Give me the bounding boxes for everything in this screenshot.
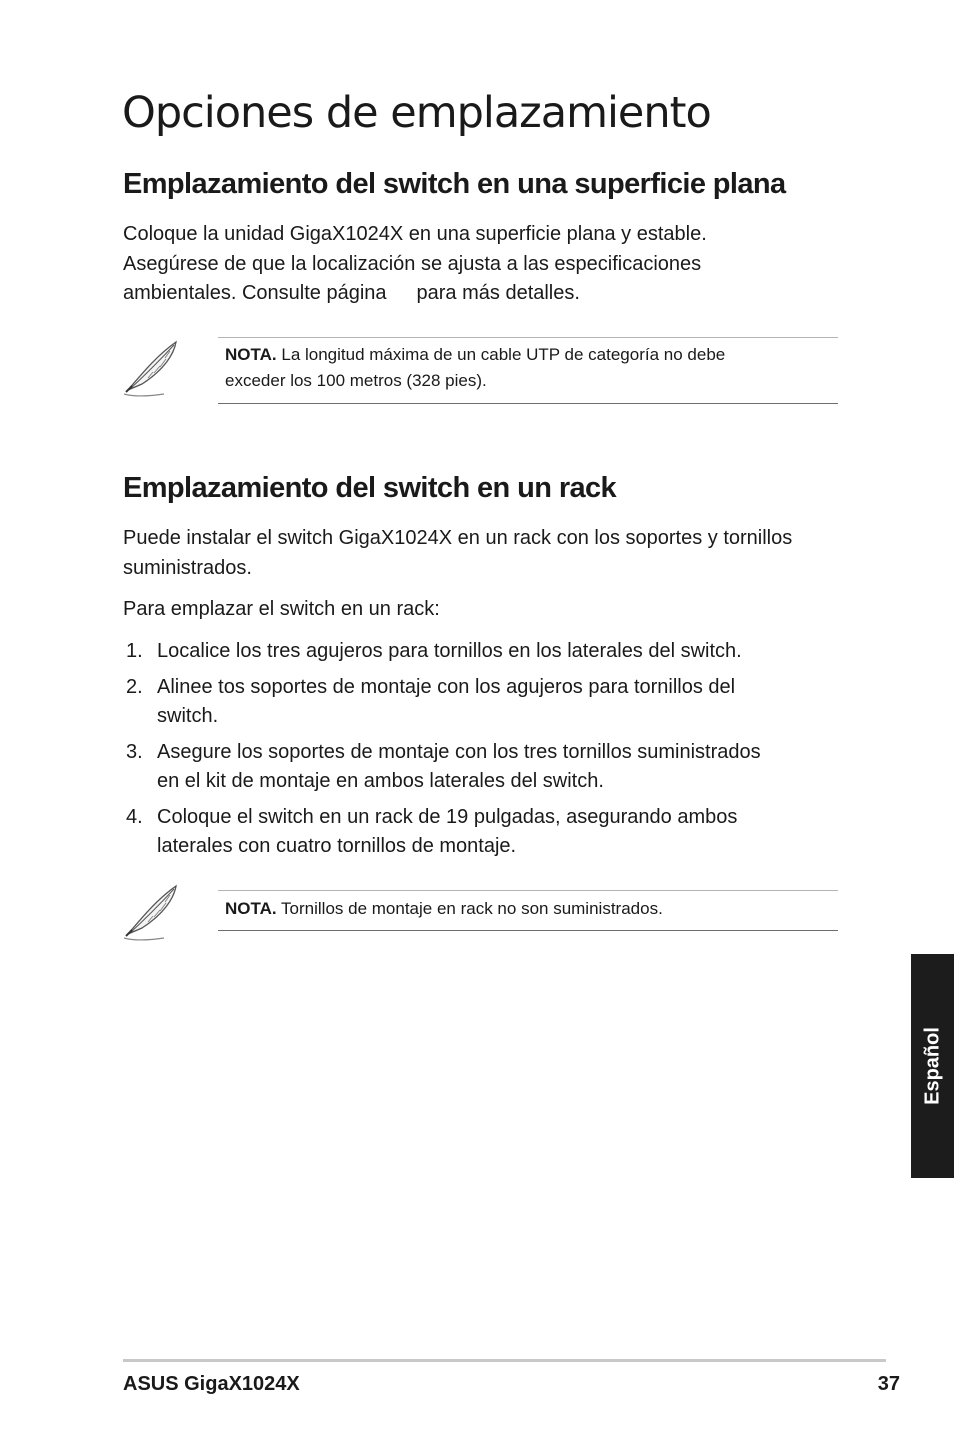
- flat-line-2: Asegúrese de que la localización se ajusta a las especificaciones: [123, 252, 702, 275]
- list-item: [123, 673, 843, 732]
- step-text-cont: en el kit de montaje en ambos laterales del switch.: [157, 770, 604, 792]
- list-item: [123, 637, 843, 667]
- step-number: 2.: [126, 675, 143, 698]
- flat-line-1: Coloque la unidad GigaX1024X en una superficie plana y estable.: [123, 223, 707, 245]
- step-number: 3.: [126, 740, 143, 763]
- rack-steps-list: [123, 637, 843, 868]
- note-text: Tornillos de montaje en rack no son suministrados.: [281, 899, 663, 918]
- step-text-cont: laterales con cuatro tornillos de montaje.: [157, 835, 517, 857]
- rack-line-2: suministrados.: [123, 556, 252, 579]
- footer-page-number: 37: [877, 1373, 900, 1395]
- rack-intro: Para emplazar el switch en un rack:: [123, 598, 440, 620]
- language-tab-label: Español: [921, 1027, 943, 1105]
- step-text: Localice los tres agujeros para tornillos en los laterales del switch.: [157, 640, 742, 662]
- note-label: NOTA.: [225, 899, 277, 918]
- rack-line-1: Puede instalar el switch GigaX1024X en un rack con los soportes y tornillos: [123, 527, 793, 549]
- note-text-line-1: La longitud máxima de un cable UTP de categoría no debe: [281, 345, 726, 364]
- step-text: Alinee tos soportes de montaje con los agujeros para tornillos del: [157, 675, 736, 698]
- language-tab: [911, 954, 954, 1178]
- feather-pen-icon: [120, 338, 182, 398]
- flat-surface-paragraph: [123, 220, 863, 309]
- footer-product-name: ASUS GigaX1024X: [123, 1373, 300, 1395]
- step-text: Asegure los soportes de montaje con los tres tornillos suministrados: [157, 740, 761, 763]
- feather-pen-icon: [120, 882, 182, 942]
- flat-line-3a: ambientales. Consulte página: [123, 282, 387, 304]
- list-item: [123, 803, 843, 862]
- step-text: Coloque el switch en un rack de 19 pulgadas, asegurando ambos: [157, 805, 738, 828]
- footer-divider: [123, 1359, 886, 1362]
- note-cable-length: [218, 337, 838, 404]
- section-heading-rack: Emplazamiento del switch en un rack: [123, 472, 617, 504]
- list-item: [123, 738, 843, 797]
- note-label: NOTA.: [225, 345, 277, 364]
- step-number: 4.: [126, 805, 143, 828]
- note-text-line-2: exceder los 100 metros (328 pies).: [225, 371, 487, 390]
- step-number: 1.: [126, 640, 143, 662]
- flat-line-3b: para más detalles.: [416, 282, 580, 304]
- note-rack-screws: [218, 890, 838, 931]
- page-title: Opciones de emplazamiento: [122, 88, 711, 138]
- step-text-cont: switch.: [157, 705, 219, 727]
- section-heading-flat-surface: Emplazamiento del switch en una superficie plana: [123, 168, 786, 200]
- rack-paragraph: [123, 524, 863, 583]
